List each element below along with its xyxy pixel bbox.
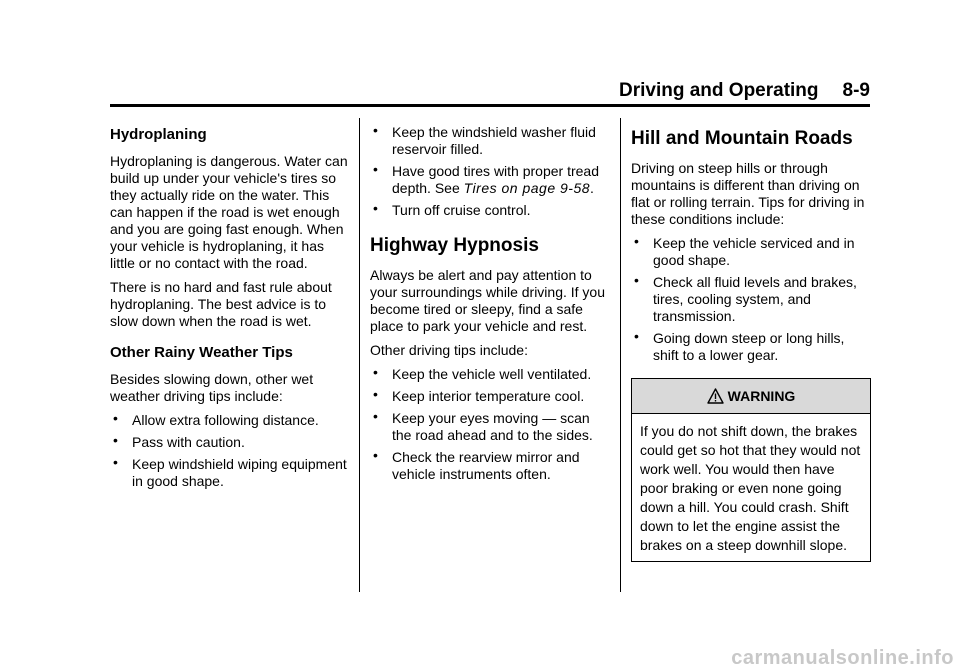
- list-item: • Keep the vehicle well ventilated.: [370, 366, 610, 383]
- tires-text: Have good tires with proper tread depth. See: [392, 163, 599, 196]
- driving-tips-list: [370, 366, 610, 483]
- paragraph-rainy-weather: Besides slowing down, other wet weather driving tips include:: [110, 371, 314, 404]
- column-1: [110, 126, 352, 496]
- column-divider-2: [620, 118, 621, 592]
- paragraph-hypnosis-2: Other driving tips include:: [370, 342, 528, 358]
- section-title: Driving and Operating: [619, 80, 819, 101]
- list-item: • Going down steep or long hills, shift to a lower gear.: [631, 330, 871, 364]
- list-item: [370, 163, 610, 197]
- warning-header: [632, 379, 870, 414]
- paragraph-hydroplaning-1: Hydroplaning is dangerous. Water can build up under your vehicle's tires so they actually ride on the water. This can happen if the road is wet enough and you are going fast enough. When your vehicle is hydroplaning, it has little or no contact with the road.: [110, 153, 348, 271]
- header-rule: [110, 104, 870, 107]
- warning-box: [631, 378, 871, 562]
- heading-hill-mountain: Hill and Mountain Roads: [631, 128, 853, 149]
- header-title: [619, 80, 870, 102]
- list-item: • Turn off cruise control.: [370, 202, 610, 219]
- warning-triangle-icon: [707, 388, 724, 404]
- list-item: • Check all fluid levels and brakes, tires, cooling system, and transmission.: [631, 274, 871, 325]
- tires-page-reference[interactable]: Tires on page 9-58: [463, 180, 591, 196]
- list-item: • Keep the vehicle serviced and in good shape.: [631, 235, 871, 269]
- list-item: • Keep interior temperature cool.: [370, 388, 610, 405]
- column-divider-1: [359, 118, 360, 592]
- warning-title: WARNING: [727, 387, 796, 404]
- list-item: • Keep your eyes moving — scan the road ahead and to the sides.: [370, 410, 610, 444]
- rainy-tips-list: [110, 412, 352, 490]
- watermark: carmanualsonline.info: [731, 647, 954, 669]
- page-header: [110, 80, 870, 104]
- paragraph-hill-mountain: Driving on steep hills or through mountains is different than driving on flat or rolling terrain. Tips for driving in these conditions include:: [631, 160, 865, 227]
- heading-rainy-weather: Other Rainy Weather Tips: [110, 344, 293, 361]
- list-item: • Check the rearview mirror and vehicle instruments often.: [370, 449, 610, 483]
- list-item: • Keep the windshield washer fluid reservoir filled.: [370, 124, 610, 158]
- page-number: 8-9: [842, 80, 870, 101]
- heading-highway-hypnosis: Highway Hypnosis: [370, 235, 539, 256]
- paragraph-hydroplaning-2: There is no hard and fast rule about hydroplaning. The best advice is to slow down when the road is wet.: [110, 279, 332, 329]
- list-item: • Allow extra following distance.: [110, 412, 352, 429]
- list-item: • Keep windshield wiping equipment in good shape.: [110, 456, 352, 490]
- list-item: • Pass with caution.: [110, 434, 352, 451]
- tires-text-end: .: [590, 180, 594, 196]
- column-3: [631, 128, 871, 562]
- hill-tips-list: [631, 235, 871, 364]
- heading-hydroplaning: Hydroplaning: [110, 126, 207, 143]
- paragraph-hypnosis-1: Always be alert and pay attention to your surroundings while driving. If you become tired or sleepy, find a safe place to park your vehicle and rest.: [370, 267, 606, 334]
- rainy-tips-list-continued: [370, 124, 610, 219]
- warning-text: If you do not shift down, the brakes could get so hot that they would not work well. You would then have poor braking or even none going down a hill. You could crash. Shift down to let the engine assist the brakes on a steep downhill slope.: [640, 423, 861, 553]
- column-2: [370, 124, 610, 489]
